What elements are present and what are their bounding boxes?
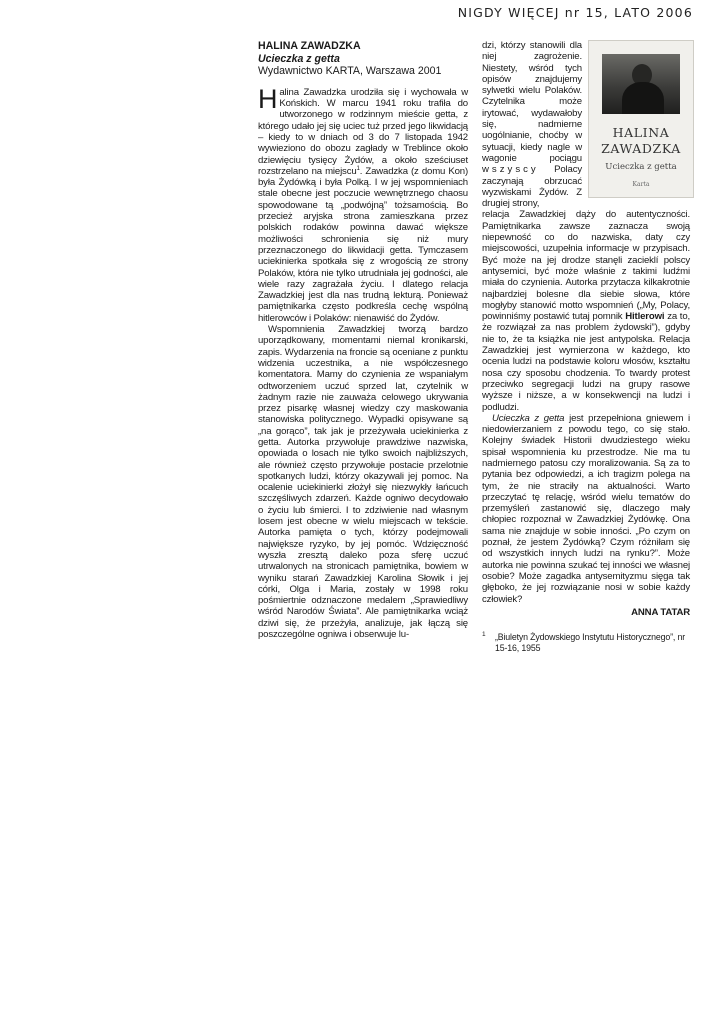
cover-author-line2: ZAWADZKA	[601, 141, 681, 156]
paragraph-memoir-continued-wrap	[482, 40, 582, 209]
cover-publisher: Karta	[632, 181, 650, 188]
paragraph-memoir-cont-a: dzi, którzy stanowili dla niej zagrożenie. Niestety, wśród tych opisów znajdujemy sylwetki wielu Polaków. Czytelnika może irytować, wydawałoby się, nadmierne uogólnianie, choćby w sytuacji, kiedy nagle w wagonie pociągu	[482, 40, 582, 164]
paragraph-intro-text-a: alina Zawadzka urodziła się i wychowała w Końskich. W marcu 1941 roku trafiła do utworzonego w rodzinnym mieście getta, z którego udało jej się uciec tuż przed jego likwidacją – kiedy to w dniach od 3 do 7 listopada 1942 wywieziono do obozu zagłady w Treblince około dziewięciu tysięcy Żydów, a około sześciuset rozstrzelano na miejscu	[258, 86, 468, 177]
cover-author-line1: HALINA	[612, 125, 670, 140]
footnote-mark: 1	[482, 631, 486, 639]
book-title-inline: Ucieczka z getta	[492, 412, 565, 424]
footnote-text: „Biuletyn Żydowskiego Instytutu Historycznego”, nr 15-16, 1955	[495, 632, 686, 653]
paragraph-conclusion-text: jest przepełniona gniewem i niedowierzaniem z powodu tego, co się stało. Kolejny świadek Historii dwudziestego wieku spisał wspomnienia ku przestrodze. Nie ma tu nadmiernego patosu czy moralizowania. Są za to pytania bez odpowiedzi, a ich tragizm polega na tym, że nie straciły na aktualności. Warto przeczytać tę relację, wśród wielu tematów do przemyśleń zastanowić się, dlaczego mały chłopiec rozpoznał w Zawadzkiej Żydówkę. Ona sama nie znajduje w sobie inności. „Po czym on poznał, że jestem Żydówką? Czym różniłam się od wszystkich innych ludzi na rynku?”. Może autorka nie powinna szukać tej inności we własnej osobie? Może zagadka antysemityzmu sięga tak głęboko, że jej rozwiązanie nosi w sobie każdy człowiek?	[482, 412, 691, 605]
footnote-reference: 1	[356, 165, 360, 172]
paragraph-memoir-cont-b: Polacy zaczynają obrzucać wyzwiskami Żydów. Z drugiej strony,	[482, 164, 582, 210]
book-publisher: Wydawnictwo KARTA, Warszawa 2001	[258, 65, 442, 78]
paragraph-memoir: Wspomnienia Zawadzkiej tworzą bardzo uporządkowany, momentami niemal kronikarski, zapis. Wydarzenia na froncie są oceniane z punktu widzenia uczestnika, a nie współczesnego komentatora. Mamy do czynienia ze wspaniałym odtworzeniem uczuć sprzed lat, czytelnik w żadnym razie nie zauważa celowego ukrywania przez pisarkę własnej wiedzy czy maskowania stanowiska politycznego. Wypadki opisywane są „na gorąco”, tak jak je przeżywała uciekinierka z getta. Autorka przywołuje prawdziwe nazwiska, opowiada o losach nie tylko swoich najbliższych, ale również często przywołuje postacie przelotnie spotkanych ludzi, którzy okazywali jej pomoc. Na ocalenie uciekinierki złożył się niezwykły łańcuch szczęśliwych zdarzeń. Każde ogniwo decydowało o życiu lub śmierci. I to zdziwienie nad własnym losem jest obecne w wielu miejscach w tekście. Autorka pamięta o tych, którzy podejmowali największe ryzyko, by jej pomóc. Wdzięczność wyszła zresztą daleko poza sferę uczuć utrwalonych na stronicach pamiętnika, bowiem w wyniku starań Zawadzkiej Karolina Słowik i jej córki, Olga i Maria, zostały w 1998 roku pośmiertnie odznaczone medalem „Sprawiedliwy wśród Narodów Świata”. Ale pamiętnikarka wciąż dziwi się, że przeżyła, analizuje, jak łączą się poszczególne ogniwa i obserwuje lu-	[258, 324, 468, 641]
author-signature: ANNA TATAR	[631, 606, 690, 618]
left-column	[258, 40, 468, 640]
emphasis-bold: Hitlerowi	[625, 311, 665, 323]
running-header: NIGDY WIĘCEJ nr 15, LATO 2006	[457, 5, 693, 20]
book-title: Ucieczka z getta	[258, 52, 340, 65]
cover-title: Ucieczka z getta	[605, 162, 677, 172]
paragraph-memoir-cont-d: za to, że rozwiązał za nas problem żydowski”), gdyby nie to, że ta książka nie jest antypolska. Relacja Zawadzkiej jest wymierzona w każdego, kto ocenia ludzi na podstawie koloru włosów, kształtu nosa czy sposobu chodzenia. To twardy protest przeciwko segregacji ludzi na grupy rasowe wyższe i niższe, a w konsekwencji na ludzi i podludzi.	[482, 311, 691, 413]
book-author: HALINA ZAWADZKA	[258, 40, 361, 52]
emphasis-spaced: wszyscy	[482, 164, 539, 176]
paragraph-conclusion	[482, 413, 690, 605]
right-column	[482, 40, 690, 653]
paragraph-intro-text-b: . Zawadzka (z domu Kon) była Żydówką i była Polką. I w jej wspomnieniach stale obecne jest poczucie wewnętrznego chaosu spowodowane tą „podwójną” tożsamością. Bo przecież aryjska strona zamieszkana przez polskich rodaków powinna dawać większe możliwości schronienia się niż mury przeznaczonego do likwidacji getta. Tymczasem uciekinierka spotkała się z wrogością ze strony Polaków, która nie tylko utrudniała jej godności, ale wiele razy zagrażała życiu. I dlatego relacja Zawadzkiej jest dla nas trudną lekturą. Ponieważ pamiętnikarka często podkreśla cechę wspólną hitlerowców i Polaków: nienawiść do Żydów.	[258, 165, 469, 324]
paragraph-memoir-continued	[482, 209, 690, 412]
drop-cap: H	[258, 83, 278, 114]
paragraph-intro	[258, 83, 469, 324]
paragraph-memoir-cont-c: relacja Zawadzkiej dąży do autentyczności. Pamiętnikarka zawsze zaznacza swoją niepewność co do nazwiska, daty czy miejscowości, uzupełnia informacje w przypisach. Być może na jej drodze stanęli zacieklí polscy antysemici, być może właśnie z takimi ludźmi miała do czynienia. Autorka przytacza kilkakrotnie najbardziej bolesne dla siebie słowa, które mogłyby stanowić motto wspomnień („My, Polacy, powinniśmy postawić tutaj pomnik	[482, 209, 690, 323]
footnote	[482, 632, 690, 653]
